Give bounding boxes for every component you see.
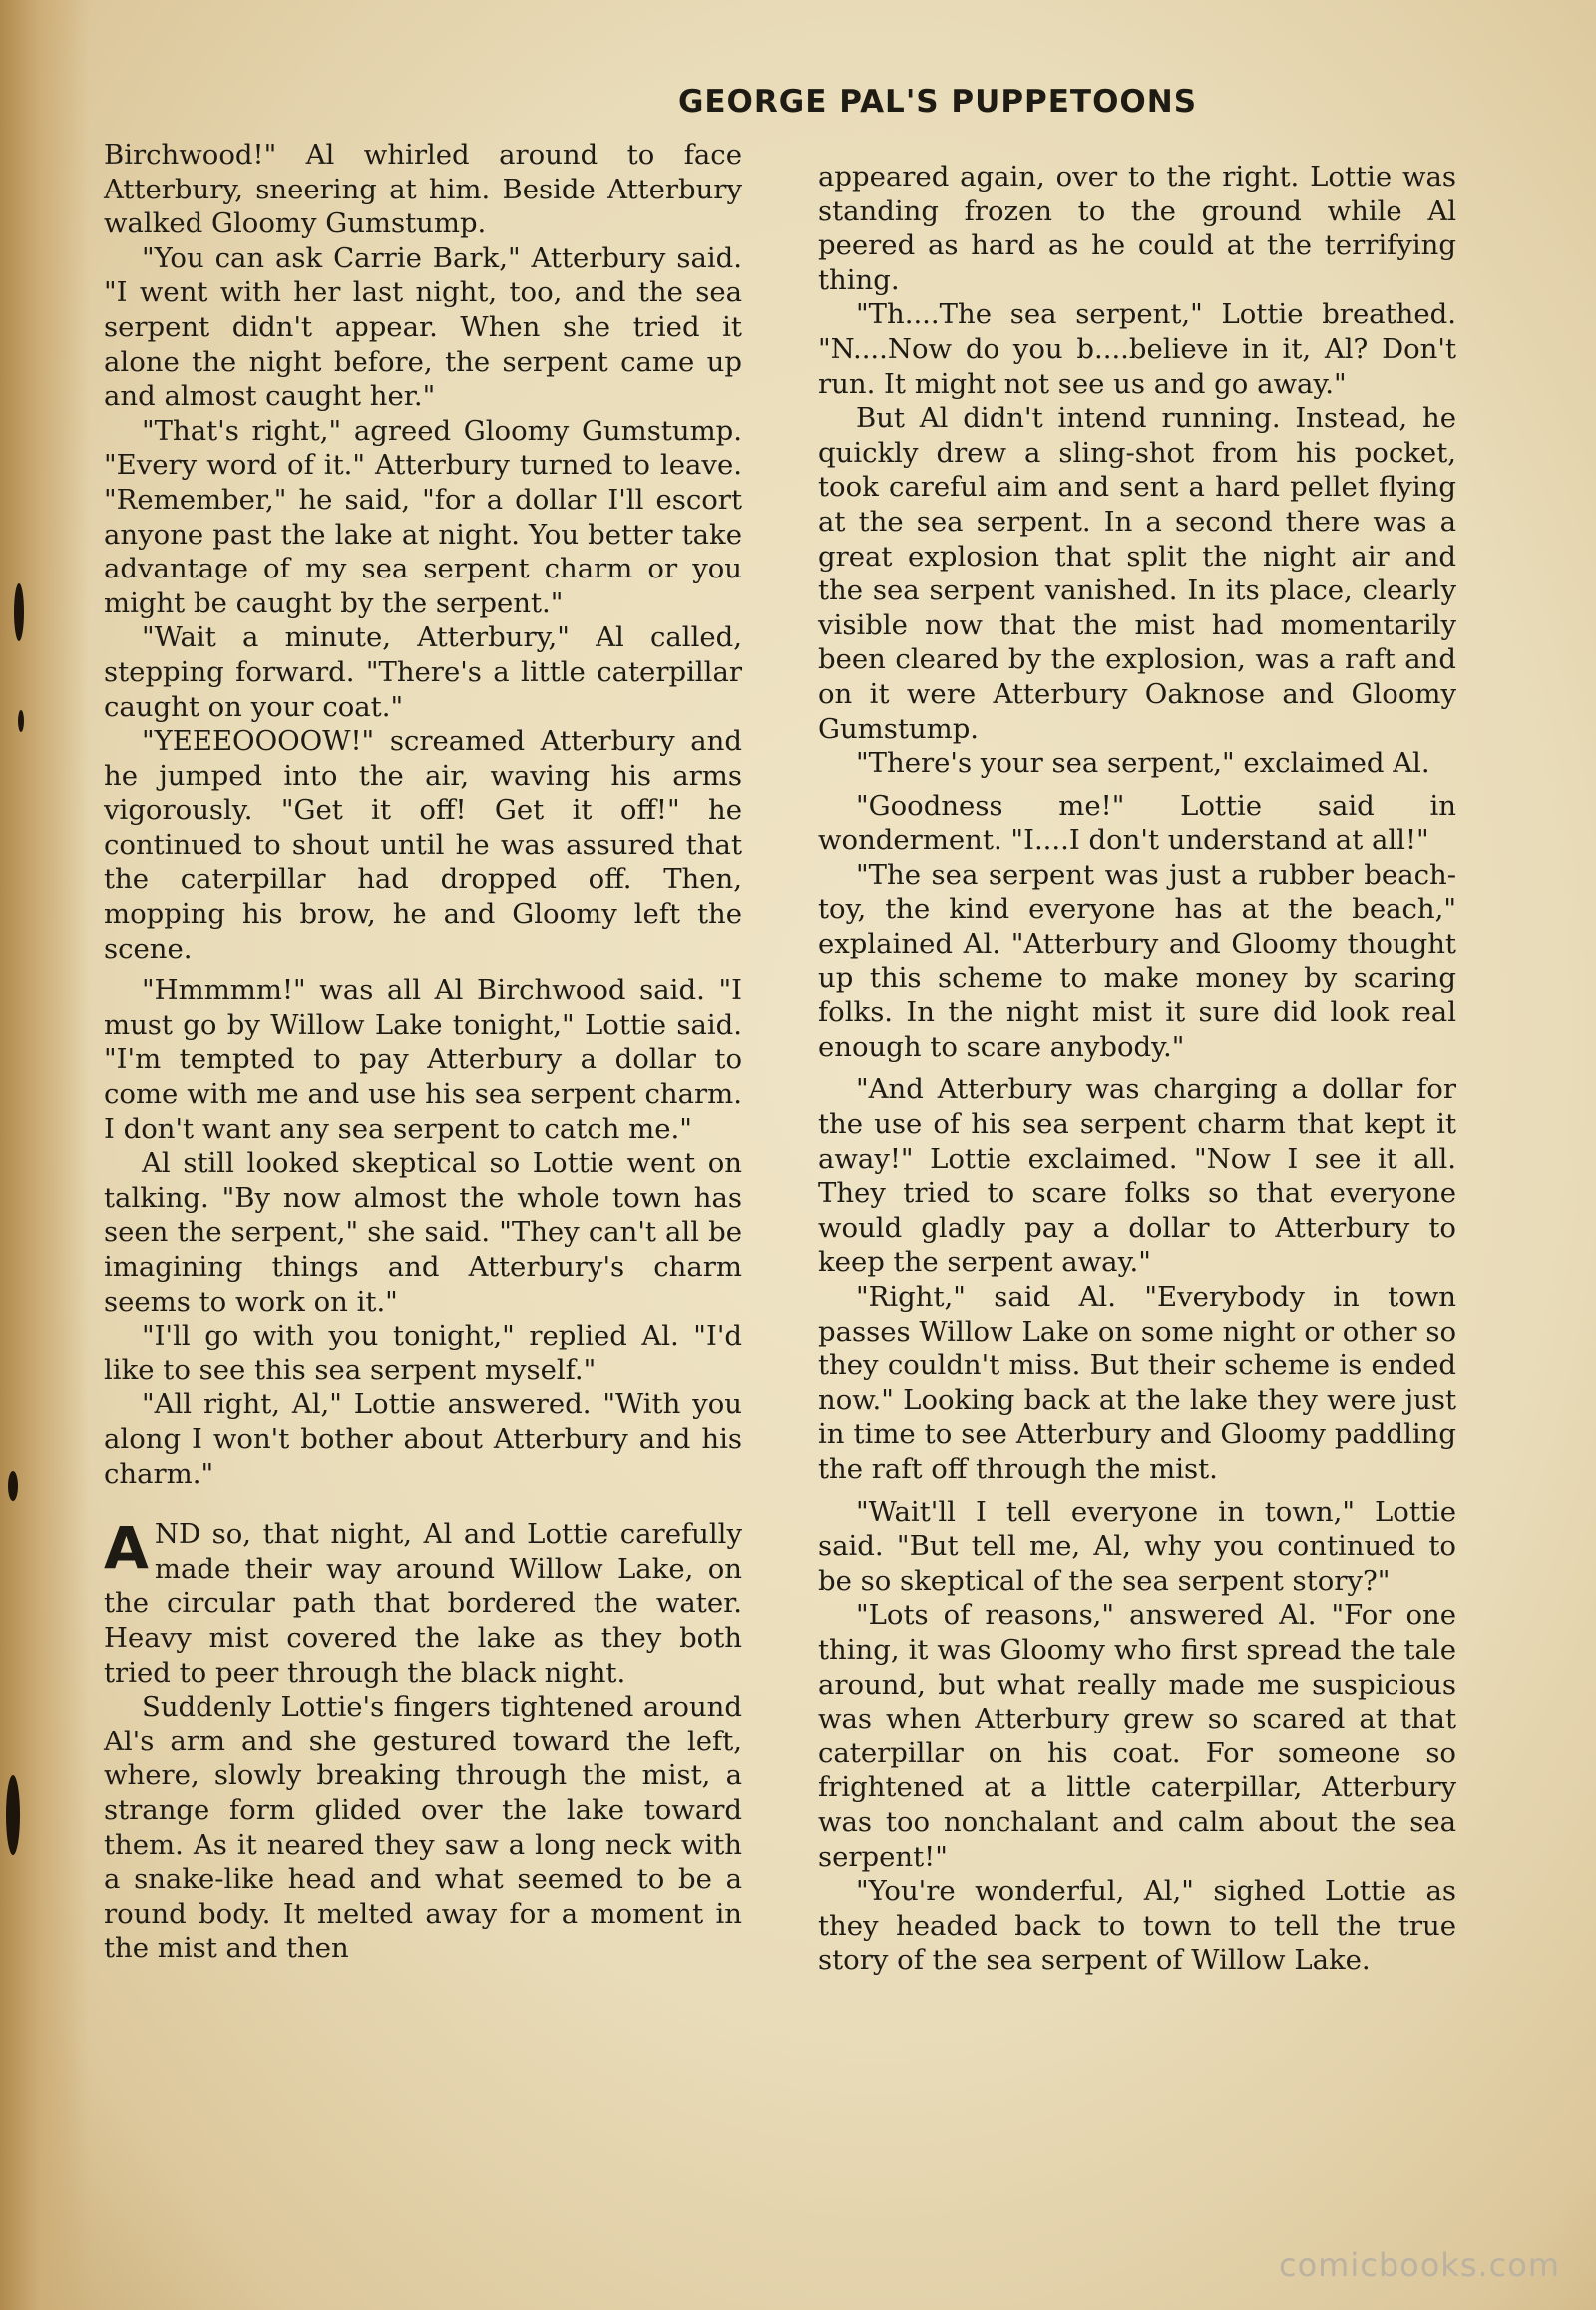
paragraph: "Wait'll I tell everyone in town," Lottie said. "But tell me, Al, why you continued to be so skeptical of the sea serpent story?" (818, 1495, 1456, 1597)
paragraph: "That's right," agreed Gloomy Gumstump. "Every word of it." Atterbury turned to leave. "Remember," he said, "for a dollar I'll escort anyone past the lake at night. You better take advantage of my sea serpent charm or you might be caught by the serpent." (104, 414, 742, 619)
ink-blot (6, 1775, 20, 1855)
paragraph: "Right," said Al. "Everybody in town passes Willow Lake on some night or other so they couldn't miss. But their scheme is ended now." Looking back at the lake they were just in time to see Atterbury and Gloomy paddling the raft off through the mist. (818, 1281, 1456, 1485)
paragraph: "Th....The sea serpent," Lottie breathed. "N....Now do you b....believe in it, Al? Don't run. It might not see us and go away." (818, 298, 1456, 400)
ink-blot (14, 583, 24, 641)
paragraph: "There's your sea serpent," exclaimed Al. (856, 747, 1430, 780)
paragraph: "Lots of reasons," answered Al. "For one thing, it was Gloomy who first spread the tale around, but what really made me suspicious was when Atterbury grew so scared at that caterpillar on his coat. For someone so frightened at a little caterpillar, Atterbury was too nonchalant and calm about the sea serpent!" (818, 1599, 1456, 1873)
watermark: comicbooks.com (1278, 2246, 1560, 2284)
paragraph: Suddenly Lottie's fingers tightened around Al's arm and she gestured toward the left, where, slowly breaking through the mist, a strange form glided over the lake toward them. As it neared they saw a long neck with a snake-like head and what seemed to be a round body. It melted away for a moment in the mist and then (104, 1691, 742, 1965)
section-paragraph (104, 1514, 742, 1690)
paragraph: "Hmmmm!" was all Al Birchwood said. "I must go by Willow Lake tonight," Lottie said. "I'm tempted to pay Atterbury a dollar to come with me and use his sea serpent charm. I don't want any sea serpent to catch me." (104, 974, 742, 1145)
page-edge-shading (0, 0, 90, 2310)
paragraph: "You can ask Carrie Bark," Atterbury said. "I went with her last night, too, and the sea serpent didn't appear. When she tried it alone the night before, the serpent came up and almost caught her." (104, 241, 742, 413)
paragraph: "Goodness me!" Lottie said in wonderment. "I....I don't understand at all!" (818, 789, 1456, 857)
paragraph: "Wait a minute, Atterbury," Al called, stepping forward. "There's a little caterpillar caught on your coat." (104, 621, 742, 723)
paragraph: But Al didn't intend running. Instead, he quickly drew a sling-shot from his pocket, took careful aim and sent a hard pellet flying at the sea serpent. In a second there was a great explosion that split the night air and the sea serpent vanished. In its place, clearly visible now that the mist had momentarily been cleared by the explosion, was a raft and on it were Atterbury Oaknose and Gloomy Gumstump. (818, 402, 1456, 745)
left-column (104, 138, 742, 1966)
ink-blot (8, 1471, 18, 1501)
paragraph: "All right, Al," Lottie answered. "With you along I won't bother about Atterbury and his charm." (104, 1388, 742, 1490)
page-header: GEORGE PAL'S PUPPETOONS (677, 84, 1198, 120)
paragraph: appeared again, over to the right. Lottie was standing frozen to the ground while Al peered as hard as he could at the terrifying thing. (818, 161, 1456, 296)
section-text: ND so, that night, Al and Lottie carefully made their way around Willow Lake, on the circular path that bordered the water. Heavy mist covered the lake as they both tried to peer through the black night. (104, 1518, 742, 1689)
right-column (818, 160, 1456, 1978)
paragraph: "And Atterbury was charging a dollar for the use of his sea serpent charm that kept it away!" Lottie exclaimed. "Now I see it all. They tried to scare folks so that everyone would gladly pay a dollar to Atterbury to keep the serpent away." (818, 1073, 1456, 1279)
paragraph: "The sea serpent was just a rubber beach-toy, the kind everyone has at the beach," explained Al. "Atterbury and Gloomy thought up this scheme to make money by scaring folks. In the night mist it sure did look real enough to scare anybody." (818, 858, 1456, 1063)
paragraph: "YEEEOOOOW!" screamed Atterbury and he jumped into the air, waving his arms vigorously. "Get it off! Get it off!" he continued to shout until he was assured that the caterpillar had dropped off. Then, mopping his brow, he and Gloomy left the scene. (104, 725, 742, 964)
paragraph: Birchwood!" Al whirled around to face Atterbury, sneering at him. Beside Atterbury walked Gloomy Gumstump. (104, 139, 742, 240)
paragraph: "I'll go with you tonight," replied Al. "I'd like to see this sea serpent myself." (104, 1320, 742, 1386)
paragraph: "You're wonderful, Al," sighed Lottie as they headed back to town to tell the true story of the sea serpent of Willow Lake. (818, 1875, 1456, 1977)
drop-cap: A (104, 1514, 149, 1583)
ink-blot (18, 710, 24, 732)
paragraph: Al still looked skeptical so Lottie went on talking. "By now almost the whole town has seen the serpent," she said. "They can't all be imagining things and Atterbury's charm seems to work on it." (104, 1147, 742, 1318)
